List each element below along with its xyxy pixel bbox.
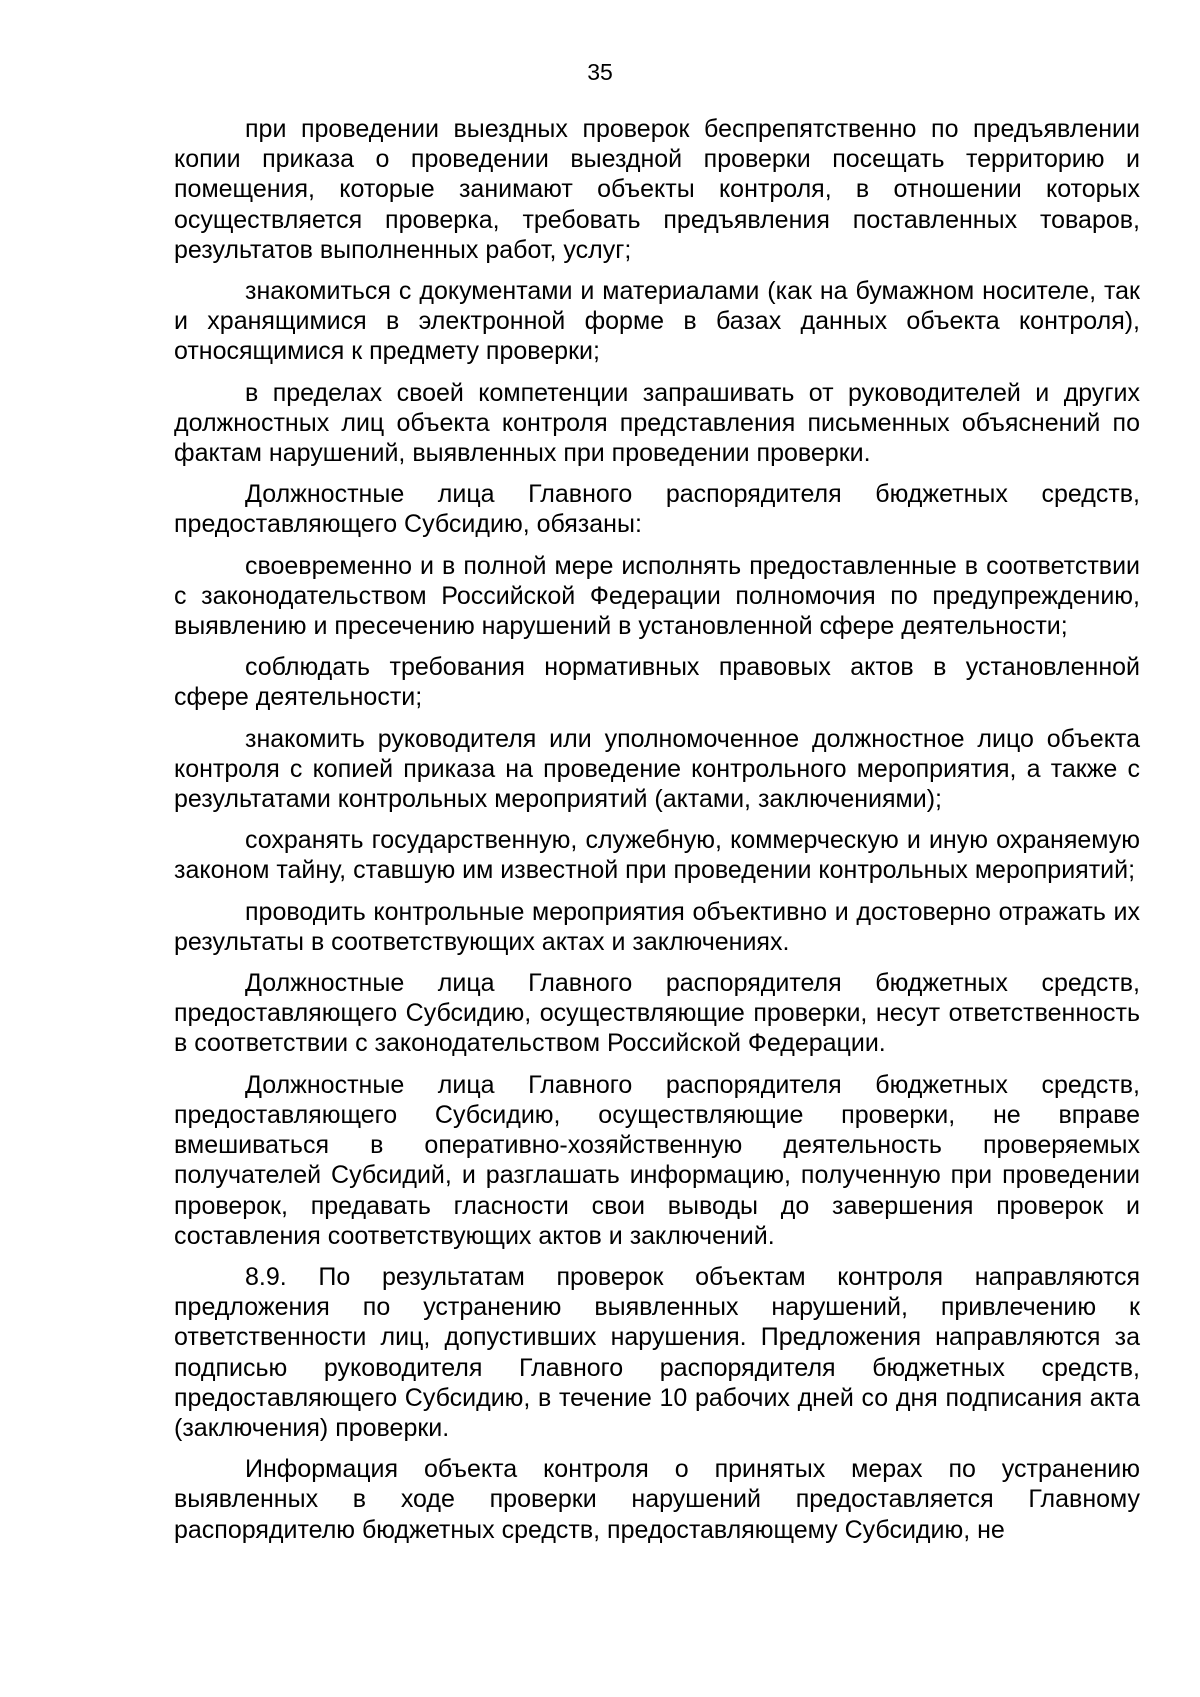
- paragraph-keep-secrets: сохранять государственную, служебную, коммерческую и иную охраняемую законом тайну, ставшую им известной при проведении контрольных мероприятий;: [174, 826, 1140, 885]
- paragraph-objective-control: проводить контрольные мероприятия объективно и достоверно отражать их результаты в соответствующих актах и заключениях.: [174, 897, 1140, 956]
- page-number: 35: [587, 59, 613, 85]
- paragraph-inspection-access: при проведении выездных проверок беспрепятственно по предъявлении копии приказа о проведении выездной проверки посещать территорию и помещения, которые занимают объекты контроля, в отношении которых осуществляется проверка, требовать предъявления поставленных товаров, результатов выполненных работ, услуг;: [174, 115, 1140, 264]
- paragraph-inform-head: знакомить руководителя или уполномоченное должностное лицо объекта контроля с копией приказа на проведение контрольного мероприятия, а также с результатами контрольных мероприятий (актами, заключениями);: [174, 724, 1140, 814]
- paragraph-explanations-request: в пределах своей компетенции запрашивать от руководителей и других должностных лиц объекта контроля представления письменных объяснений по фактам нарушений, выявленных при проведении проверки.: [174, 378, 1140, 468]
- paragraph-exercise-powers: своевременно и в полной мере исполнять предоставленные в соответствии с законодательством Российской Федерации полномочия по предупреждению, выявлению и пресечению нарушений в установленной сфере деятельности;: [174, 551, 1140, 641]
- paragraph-comply-regulations: соблюдать требования нормативных правовых актов в установленной сфере деятельности;: [174, 653, 1140, 712]
- page-body: [174, 114, 1140, 1556]
- paragraph-officials-obligations: Должностные лица Главного распорядителя бюджетных средств, предоставляющего Субсидию, обязаны:: [174, 480, 1140, 539]
- paragraph-measures-information: Информация объекта контроля о принятых мерах по устранению выявленных в ходе проверки нарушений предоставляется Главному распорядителю бюджетных средств, предоставляющему Субсидию, не: [174, 1455, 1140, 1544]
- paragraph-documents-review: знакомиться с документами и материалами (как на бумажном носителе, так и хранящимися в электронной форме в базах данных объекта контроля), относящимися к предмету проверки;: [174, 277, 1140, 366]
- paragraph-officials-responsibility: Должностные лица Главного распорядителя бюджетных средств, предоставляющего Субсидию, осуществляющие проверки, несут ответственность в соответствии с законодательством Российской Федерации.: [174, 969, 1140, 1058]
- paragraph-section-8-9: 8.9. По результатам проверок объектам контроля направляются предложения по устранению выявленных нарушений, привлечению к ответственности лиц, допустивших нарушения. Предложения направляются за подписью руководителя Главного распорядителя бюджетных средств, предоставляющего Субсидию, в течение 10 рабочих дней со дня подписания акта (заключения) проверки.: [174, 1262, 1140, 1442]
- paragraph-non-interference: Должностные лица Главного распорядителя бюджетных средств, предоставляющего Субсидию, осуществляющие проверки, не вправе вмешиваться в оперативно-хозяйственную деятельность проверяемых получателей Субсидий, и разглашать информацию, полученную при проведении проверок, предавать гласности свои выводы до завершения проверок и составления соответствующих актов и заключений.: [174, 1070, 1140, 1250]
